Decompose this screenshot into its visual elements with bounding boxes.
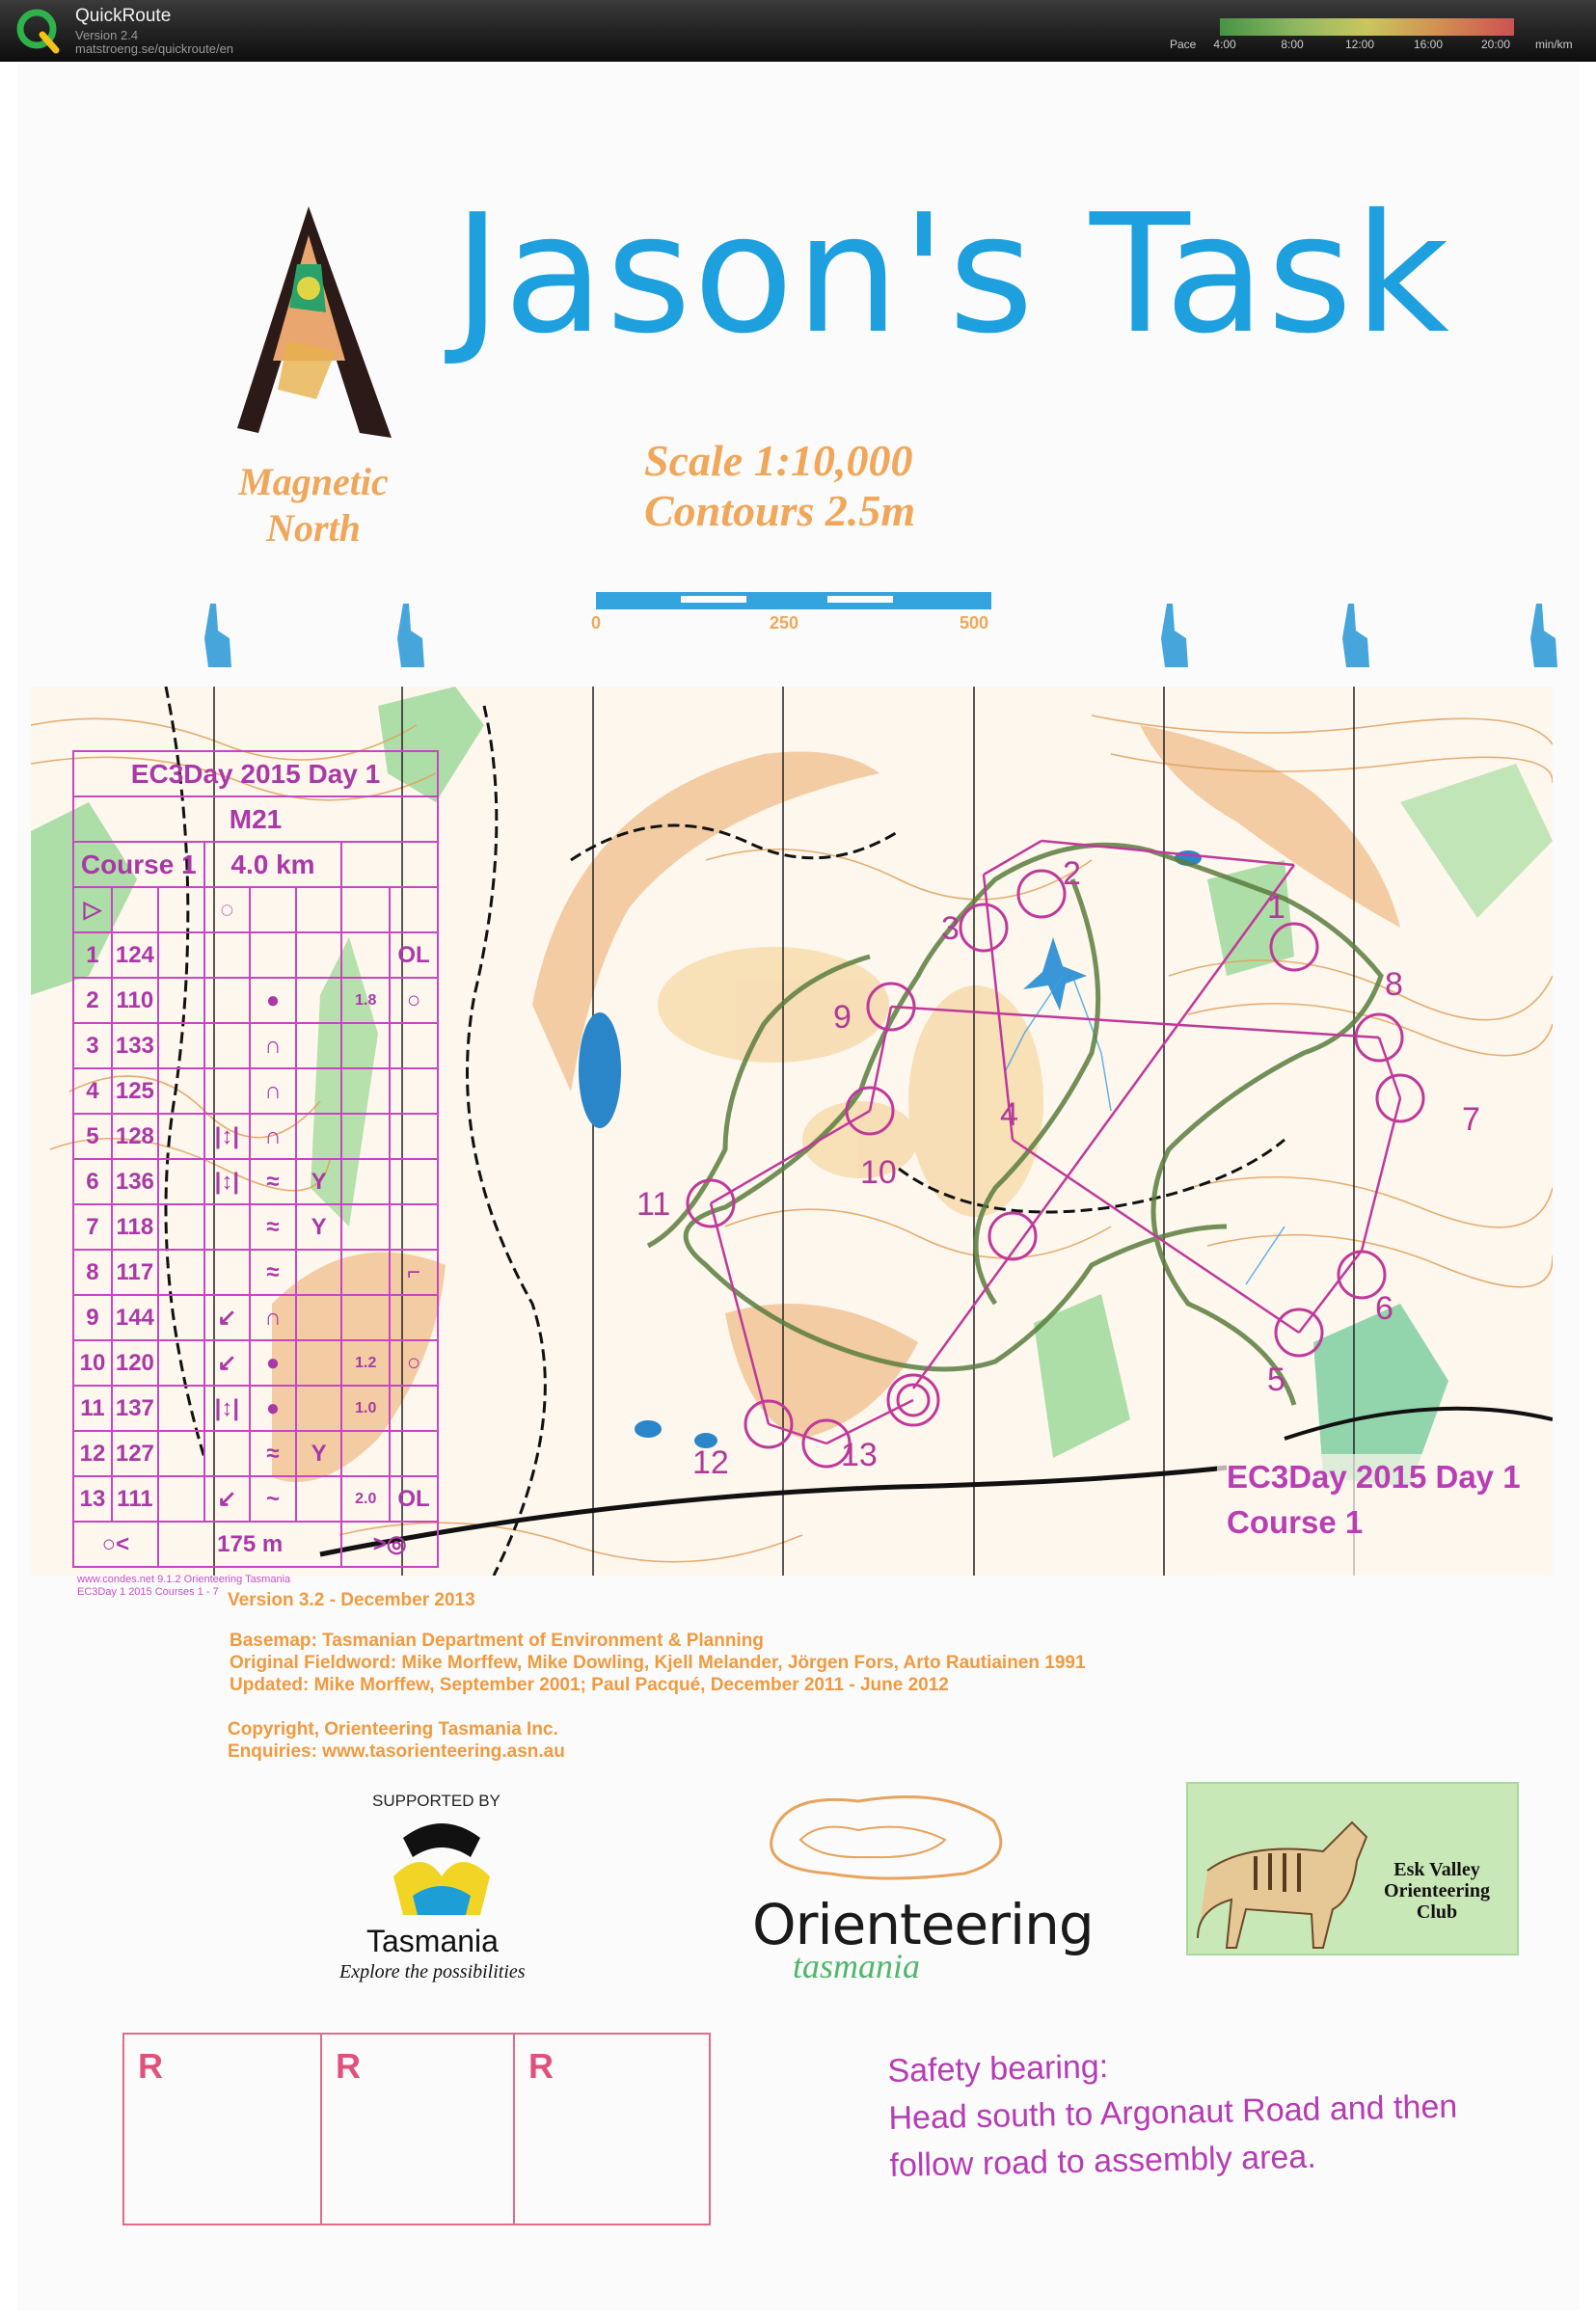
r-label: R <box>138 2046 163 2086</box>
control-number: 3 <box>941 910 960 947</box>
start-circle-icon: ◌ <box>204 887 251 932</box>
control-symbol: ○ <box>390 1340 438 1386</box>
control-symbol <box>158 1340 204 1386</box>
start-triangle-icon: ▷ <box>73 887 112 932</box>
control-code: 128 <box>112 1114 158 1159</box>
control-code: 144 <box>112 1295 158 1340</box>
control-symbol <box>390 1386 438 1431</box>
control-number: 7 <box>1462 1101 1480 1138</box>
control-symbol: ∩ <box>250 1068 296 1114</box>
magnetic-north-label <box>212 459 415 552</box>
control-symbol <box>390 1068 438 1114</box>
control-number: 5 <box>1267 1362 1285 1398</box>
esk-line: Club <box>1416 1901 1458 1923</box>
event-title: EC3Day 2015 Day 1 <box>1227 1459 1521 1495</box>
north-arrows <box>193 604 1562 681</box>
control-symbol <box>204 1204 251 1250</box>
control-description-card <box>72 750 439 1568</box>
control-number: 10 <box>860 1154 897 1191</box>
control-symbol <box>158 978 204 1023</box>
control-symbol: ∩ <box>250 1295 296 1340</box>
pace-tick: 12:00 <box>1344 38 1375 51</box>
control-symbol: ● <box>250 978 296 1023</box>
control-row <box>73 1295 438 1340</box>
course-label <box>1227 1454 1521 1545</box>
magnetic-north-logo <box>230 206 398 447</box>
esk-line: Orienteering <box>1384 1880 1490 1901</box>
control-number: 1 <box>73 932 112 978</box>
pace-tick: 8:00 <box>1281 38 1304 51</box>
card-cell <box>341 842 438 887</box>
control-symbol: ≈ <box>250 1159 296 1204</box>
control-symbol: 2.0 <box>341 1476 390 1522</box>
control-symbol <box>296 978 342 1023</box>
safety-title: Safety bearing: <box>887 2048 1109 2090</box>
north-hand-icon <box>204 604 231 667</box>
control-number: 6 <box>1375 1290 1393 1327</box>
condes-line: www.condes.net 9.1.2 Orienteering Tasmania <box>77 1574 291 1585</box>
pace-tick: 20:00 <box>1480 38 1511 51</box>
control-number: 12 <box>73 1431 112 1476</box>
safety-line: follow road to assembly area. <box>889 2138 1317 2184</box>
control-row <box>73 1476 438 1522</box>
control-symbol <box>204 932 251 978</box>
control-symbol: |↕| <box>204 1386 251 1431</box>
control-symbol: ↙ <box>204 1295 251 1340</box>
control-code: 118 <box>112 1204 158 1250</box>
control-number: 12 <box>692 1444 729 1481</box>
control-symbol <box>296 1295 342 1340</box>
control-symbol: ↙ <box>204 1340 251 1386</box>
control-symbol: Y <box>296 1204 342 1250</box>
r-label: R <box>528 2046 554 2086</box>
r-box <box>515 2035 708 2224</box>
finish-circle-icon: >◎ <box>341 1522 438 1567</box>
control-row <box>73 932 438 978</box>
control-symbol <box>390 1295 438 1340</box>
credit-enquiries: Enquiries: www.tasorienteering.asn.au <box>228 1741 565 1762</box>
control-symbol <box>250 932 296 978</box>
card-cell <box>112 887 158 932</box>
control-symbol <box>158 1023 204 1068</box>
control-symbol <box>158 1159 204 1204</box>
control-symbol <box>296 1250 342 1295</box>
credit-basemap: Basemap: Tasmanian Department of Environment & Planning <box>230 1631 764 1651</box>
safety-bearing <box>887 2036 1459 2190</box>
control-number: 9 <box>73 1295 112 1340</box>
r-box <box>124 2035 322 2224</box>
control-number: 2 <box>73 978 112 1023</box>
control-row <box>73 1159 438 1204</box>
control-symbol: |↕| <box>204 1159 251 1204</box>
control-code: 133 <box>112 1023 158 1068</box>
control-symbol <box>204 1068 251 1114</box>
control-symbol: OL <box>390 1476 438 1522</box>
app-version: Version 2.4 <box>75 28 139 42</box>
control-symbol <box>390 1431 438 1476</box>
control-symbol: ~ <box>250 1476 296 1522</box>
scalebar-label: 0 <box>590 613 602 633</box>
control-symbol: ↙ <box>204 1476 251 1522</box>
control-code: 125 <box>112 1068 158 1114</box>
card-course: Course 1 <box>73 842 204 887</box>
control-symbol <box>390 1114 438 1159</box>
control-number: 6 <box>73 1159 112 1204</box>
control-symbol <box>341 1204 390 1250</box>
card-cell <box>341 887 390 932</box>
supported-by-label: SUPPORTED BY <box>372 1792 500 1810</box>
control-symbol <box>204 1023 251 1068</box>
control-code: 117 <box>112 1250 158 1295</box>
finish-distance: 175 m <box>158 1522 342 1567</box>
pace-unit: min/km <box>1535 38 1573 51</box>
control-symbol: OL <box>390 932 438 978</box>
credit-updated: Updated: Mike Morffew, September 2001; Paul Pacqué, December 2011 - June 2012 <box>230 1675 949 1695</box>
control-row <box>73 1386 438 1431</box>
control-number: 4 <box>1000 1096 1018 1133</box>
contours-line: Contours 2.5m <box>644 486 916 535</box>
control-number: 13 <box>73 1476 112 1522</box>
control-number: 1 <box>1267 889 1285 926</box>
north-hand-icon <box>1342 604 1369 667</box>
control-code: 110 <box>112 978 158 1023</box>
orienteering-tasmania-logo <box>752 1782 1022 1888</box>
control-number: 10 <box>73 1340 112 1386</box>
control-symbol: ∩ <box>250 1114 296 1159</box>
app-header <box>0 0 1596 62</box>
north-hand-icon <box>1161 604 1188 667</box>
control-symbol <box>296 1114 342 1159</box>
control-symbol <box>158 1386 204 1431</box>
control-symbol <box>158 1476 204 1522</box>
control-symbol <box>158 1295 204 1340</box>
control-symbol <box>158 932 204 978</box>
control-symbol: ○ <box>390 978 438 1023</box>
control-code: 111 <box>112 1476 158 1522</box>
map-version: Version 3.2 - December 2013 <box>228 1590 475 1610</box>
condes-line: EC3Day 1 2015 Courses 1 - 7 <box>77 1586 219 1598</box>
control-symbol: |↕| <box>204 1114 251 1159</box>
app-url[interactable]: matstroeng.se/quickroute/en <box>75 41 234 56</box>
control-symbol <box>341 932 390 978</box>
control-symbol <box>296 1476 342 1522</box>
control-symbol <box>158 1068 204 1114</box>
control-symbol: ● <box>250 1340 296 1386</box>
r-label: R <box>336 2046 361 2086</box>
tasmania-logo <box>384 1819 500 1925</box>
control-symbol <box>341 1431 390 1476</box>
control-symbol: Y <box>296 1159 342 1204</box>
control-number: 3 <box>73 1023 112 1068</box>
control-symbol <box>341 1114 390 1159</box>
control-row <box>73 1431 438 1476</box>
card-cell <box>250 887 296 932</box>
control-code: 136 <box>112 1159 158 1204</box>
tasmania-wordmark: Tasmania <box>366 1924 499 1958</box>
control-symbol: ≈ <box>250 1431 296 1476</box>
r-boxes <box>122 2033 711 2225</box>
scalebar-label: 500 <box>959 613 989 633</box>
control-symbol <box>296 1023 342 1068</box>
credit-copyright: Copyright, Orienteering Tasmania Inc. <box>228 1719 558 1739</box>
north-hand-icon <box>1530 604 1557 667</box>
esk-line: Esk Valley <box>1393 1859 1480 1880</box>
pace-tick: 4:00 <box>1213 38 1236 51</box>
scale-info <box>644 436 915 536</box>
control-symbol: Y <box>296 1431 342 1476</box>
control-symbol <box>390 1204 438 1250</box>
control-number: 5 <box>73 1114 112 1159</box>
control-symbol <box>158 1204 204 1250</box>
control-row <box>73 1023 438 1068</box>
control-row <box>73 1250 438 1295</box>
safety-line: Head south to Argonaut Road and then <box>888 2088 1458 2137</box>
north-label: North <box>266 506 361 550</box>
card-cell <box>158 887 204 932</box>
control-symbol <box>296 1068 342 1114</box>
control-number: 4 <box>73 1068 112 1114</box>
control-symbol <box>341 1295 390 1340</box>
control-symbol <box>158 1431 204 1476</box>
card-cell <box>296 887 342 932</box>
finish-from-icon: ○< <box>73 1522 158 1567</box>
scalebar-label: 250 <box>769 613 799 633</box>
pace-label: Pace <box>1170 38 1197 51</box>
control-symbol: ∩ <box>250 1023 296 1068</box>
control-row <box>73 1204 438 1250</box>
esk-valley-text <box>1369 1859 1504 1923</box>
control-symbol <box>341 1159 390 1204</box>
control-symbol <box>341 1068 390 1114</box>
control-symbol <box>158 1250 204 1295</box>
control-symbol <box>296 1340 342 1386</box>
r-box <box>322 2035 515 2224</box>
card-class: M21 <box>73 796 438 842</box>
control-number: 11 <box>636 1186 671 1223</box>
control-symbol <box>204 1431 251 1476</box>
control-symbol <box>296 1386 342 1431</box>
control-symbol: ≈ <box>250 1204 296 1250</box>
control-number: 9 <box>833 999 852 1036</box>
control-code: 120 <box>112 1340 158 1386</box>
course-title: Course 1 <box>1227 1504 1364 1540</box>
control-row <box>73 978 438 1023</box>
app-name: QuickRoute <box>75 6 172 26</box>
credit-fieldwork: Original Fieldword: Mike Morffew, Mike Dowling, Kjell Melander, Jörgen Fors, Arto Rautiainen 1991 <box>230 1653 1086 1673</box>
pace-tick: 16:00 <box>1413 38 1444 51</box>
orienteering-sub: tasmania <box>793 1947 921 1985</box>
control-symbol <box>158 1114 204 1159</box>
card-length: 4.0 km <box>204 842 342 887</box>
tasmania-tagline: Explore the possibilities <box>339 1961 526 1982</box>
quickroute-q-icon <box>14 6 62 54</box>
control-number: 2 <box>1063 855 1081 892</box>
control-symbol: 1.8 <box>341 978 390 1023</box>
control-row <box>73 1068 438 1114</box>
control-symbol <box>390 1023 438 1068</box>
control-code: 127 <box>112 1431 158 1476</box>
card-cell <box>390 887 438 932</box>
control-symbol: 1.2 <box>341 1340 390 1386</box>
control-symbol <box>341 1250 390 1295</box>
control-row <box>73 1114 438 1159</box>
magnetic-label: Magnetic <box>238 460 389 503</box>
control-code: 124 <box>112 932 158 978</box>
control-code: 137 <box>112 1386 158 1431</box>
tasmanian-tiger-icon <box>1188 1784 1381 1954</box>
control-symbol: ⌐ <box>390 1250 438 1295</box>
scale-line: Scale 1:10,000 <box>644 436 913 485</box>
pace-color-scale <box>1220 18 1514 36</box>
north-hand-icon <box>397 604 424 667</box>
control-symbol <box>204 1250 251 1295</box>
control-number: 7 <box>73 1204 112 1250</box>
control-symbol <box>390 1159 438 1204</box>
control-number: 8 <box>1385 966 1403 1003</box>
control-symbol: ≈ <box>250 1250 296 1295</box>
control-row <box>73 1340 438 1386</box>
control-symbol <box>341 1023 390 1068</box>
control-number: 13 <box>841 1437 878 1473</box>
control-symbol <box>204 978 251 1023</box>
control-symbol: 1.0 <box>341 1386 390 1431</box>
map-title: Jason's Task <box>453 179 1451 370</box>
orienteering-wordmark: Orienteering <box>752 1892 1094 1957</box>
control-number: 8 <box>73 1250 112 1295</box>
control-symbol <box>296 932 342 978</box>
control-number: 11 <box>73 1386 112 1431</box>
control-symbol: ● <box>250 1386 296 1431</box>
card-event: EC3Day 2015 Day 1 <box>73 751 438 796</box>
